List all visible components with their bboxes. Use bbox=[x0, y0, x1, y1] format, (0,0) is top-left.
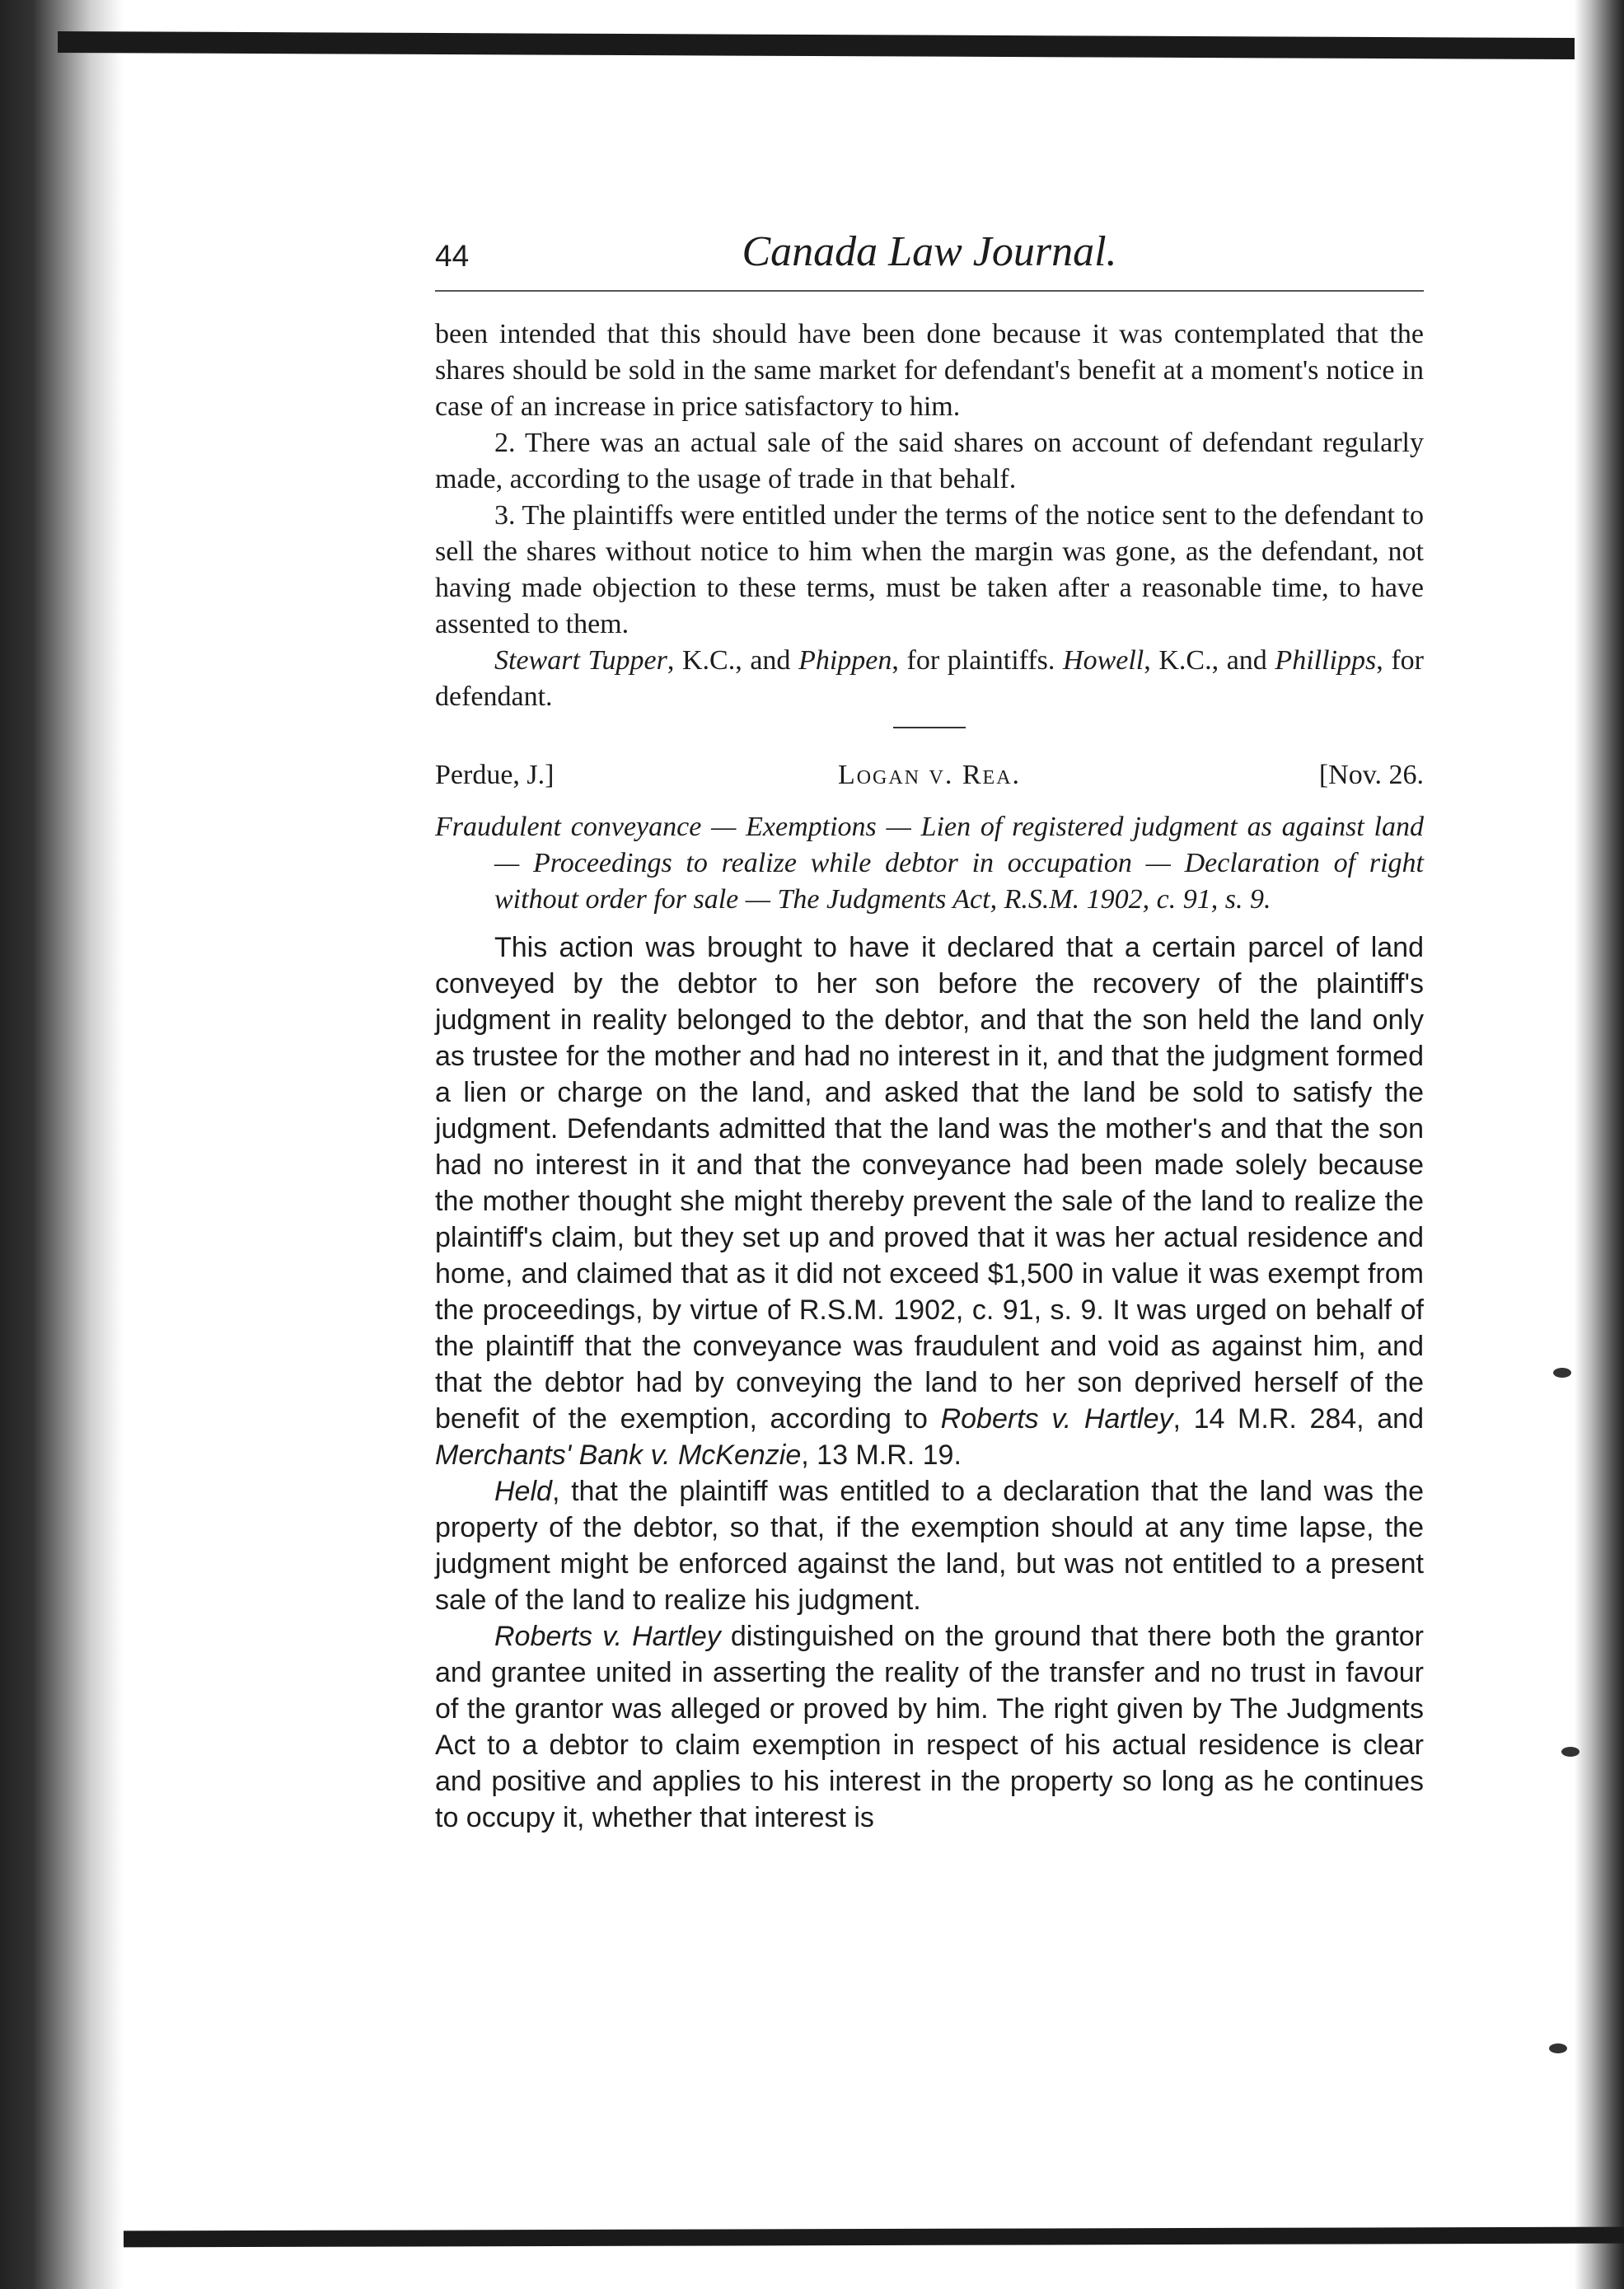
counsel-text: , for plaintiffs. bbox=[892, 645, 1064, 676]
counsel-name: Phippen bbox=[798, 645, 892, 676]
paragraph-continued: been intended that this should have been done because it was contemplated that the shares should be sold in the same market for defendant's benefit at a moment's notice in case of an increase in price satisfactory to him. bbox=[435, 319, 1424, 422]
held-label: Held bbox=[494, 1476, 552, 1507]
counsel-text: , K.C., and bbox=[1144, 645, 1275, 676]
scan-right-edge bbox=[1575, 0, 1624, 2289]
case-facts bbox=[435, 929, 1424, 1473]
scan-speckle bbox=[1553, 1368, 1571, 1378]
held-text: , that the plaintiff was entitled to a declaration that the land was the property of the debtor, so that, if the exemption should at any time lapse, the judgment might be enforced against the land, but was not entitled to a present sale of the land to realize his judgment. bbox=[435, 1476, 1424, 1616]
facts-text: , 13 M.R. 19. bbox=[801, 1439, 962, 1471]
case-judge: Perdue, J.] bbox=[435, 760, 555, 790]
case-headnote: Fraudulent conveyance — Exemptions — Lien of registered judgment as against land — Proceedings to realize while debtor in occupation — Declaration of right without order for sale — The Judgments Act, R.S.M. 1902, c. 91, s. 9. bbox=[435, 812, 1424, 915]
page-content bbox=[435, 222, 1424, 1836]
case-holding bbox=[435, 1473, 1424, 1618]
scan-top-edge bbox=[58, 31, 1623, 59]
counsel-text: , K.C., and bbox=[667, 645, 799, 676]
counsel-line bbox=[435, 643, 1424, 715]
case-title: Logan v. Rea. bbox=[837, 760, 1022, 790]
case-citation: Roberts v. Hartley bbox=[940, 1403, 1173, 1435]
case-date: [Nov. 26. bbox=[1318, 760, 1424, 790]
section-divider bbox=[893, 727, 966, 728]
counsel-text: , for defendant. bbox=[435, 645, 1424, 712]
counsel-name: Stewart Tupper bbox=[494, 645, 667, 676]
scan-bottom-edge bbox=[124, 2227, 1624, 2248]
facts-text: This action was brought to have it declared that a certain parcel of land conveyed by the debtor to her son before the recovery of the plaintiff's judgment in reality belonged to the debtor, and that the son held the land only as trustee for the mother and had no interest in it, and that the judgment formed a lien or charge on the land, and asked that the land be sold to satisfy the judgment. Defendants admitted that the land was the mother's and that the son had no interest in it and that the conveyance had been made solely because the mother thought she might thereby prevent the sale of the land to realize the plaintiff's claim, but they set up and proved that it was her actual residence and home, and claimed that as it did not exceed $1,500 in value it was exempt from the proceedings, by virtue of R.S.M. 1902, c. 91, s. 9. It was urged on behalf of the plaintiff that the conveyance was fraudulent and void as against him, and that the debtor had by conveying the land to her son deprived herself of the benefit of the exemption, according to bbox=[435, 932, 1424, 1435]
journal-title: Canada Law Journal. bbox=[742, 228, 1117, 275]
scan-left-edge bbox=[0, 0, 124, 2289]
counsel-name: Howell bbox=[1063, 645, 1144, 676]
scan-speckle bbox=[1561, 1747, 1580, 1757]
facts-text: , 14 M.R. 284, and bbox=[1172, 1403, 1424, 1435]
case-citation: Merchants' Bank v. McKenzie bbox=[435, 1439, 802, 1471]
paragraph-point-2: 2. There was an actual sale of the said shares on account of defendant regularly made, according to the usage of trade in that behalf. bbox=[435, 428, 1424, 494]
paragraph-point-3: 3. The plaintiffs were entitled under the terms of the notice sent to the defendant to sell the shares without notice to him when the margin was gone, as the defendant, not having made objection to these terms, must be taken after a reasonable time, to have assented to them. bbox=[435, 500, 1424, 639]
counsel-name: Phillipps bbox=[1275, 645, 1377, 676]
case-heading bbox=[435, 760, 1424, 798]
distinguished-text: distinguished on the ground that there both the grantor and grantee united in asserting the reality of the transfer and no trust in favour of the grantor was alleged or proved by him. The right given by The Judgments Act to a debtor to claim exemption in respect of his actual residence is clear and positive and applies to his interest in the property so long as he continues to occupy it, whether that interest is bbox=[435, 1621, 1424, 1833]
header-rule bbox=[435, 290, 1424, 292]
running-head bbox=[435, 222, 1424, 280]
case-citation: Roberts v. Hartley bbox=[494, 1621, 721, 1652]
page-number: 44 bbox=[435, 239, 470, 273]
case-distinguished bbox=[435, 1618, 1424, 1836]
scan-speckle bbox=[1549, 2043, 1567, 2053]
